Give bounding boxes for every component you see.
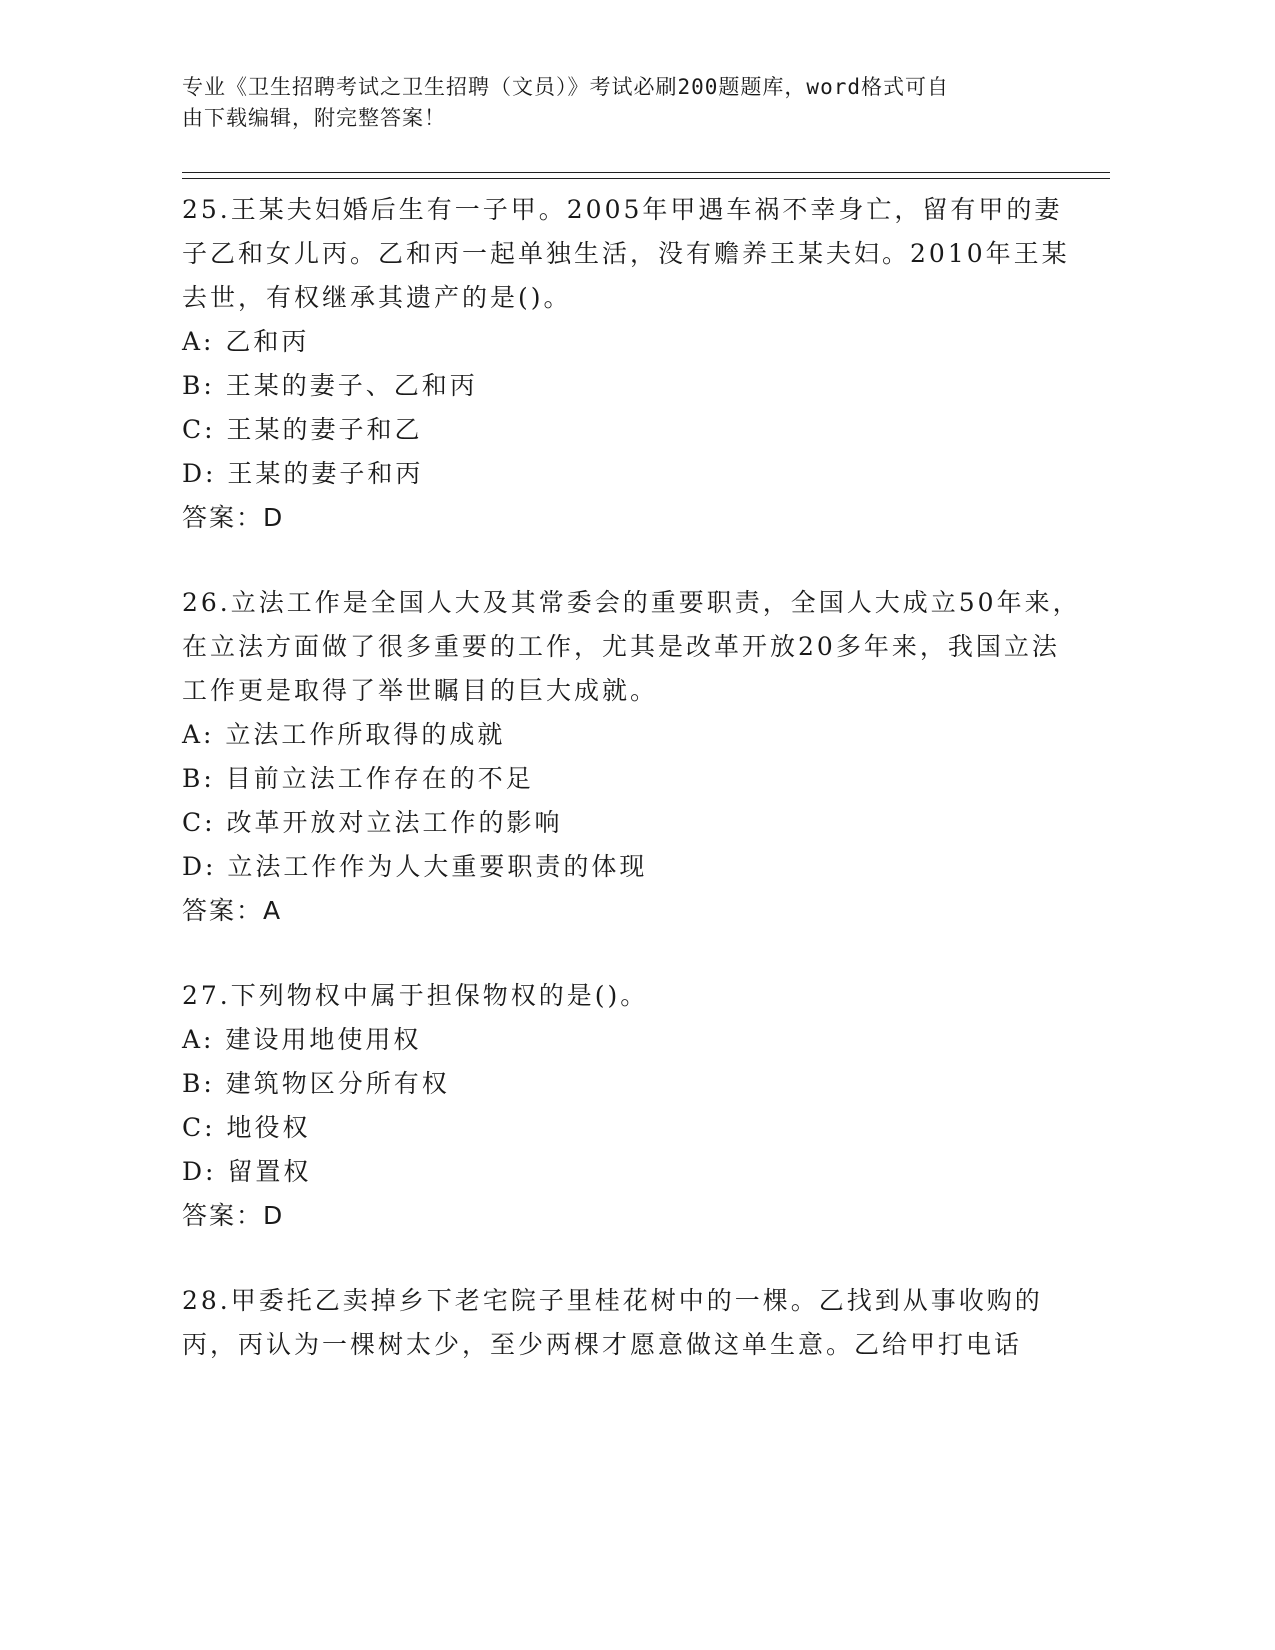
option-d: D: 立法工作作为人大重要职责的体现 (182, 852, 648, 881)
question-27 (182, 974, 1082, 1238)
option-d: D: 王某的妻子和丙 (182, 459, 424, 488)
answer-line: 答案：A (182, 896, 283, 925)
header-divider-bottom (182, 178, 1110, 179)
header-line-1: 专业《卫生招聘考试之卫生招聘（文员）》考试必刷200题题库，word格式可自 (182, 75, 949, 99)
question-stem: 26.立法工作是全国人大及其常委会的重要职责，全国人大成立50年来，在立法方面做了很多重要的工作，尤其是改革开放20多年来，我国立法工作更是取得了举世瞩目的巨大成就。 (182, 588, 1081, 705)
question-26 (182, 581, 1082, 933)
option-d: D: 留置权 (182, 1157, 312, 1186)
option-a: A: 立法工作所取得的成就 (182, 720, 506, 749)
option-c: C: 王某的妻子和乙 (182, 415, 423, 444)
question-stem: 28.甲委托乙卖掉乡下老宅院子里桂花树中的一棵。乙找到从事收购的丙，丙认为一棵树太少，至少两棵才愿意做这单生意。乙给甲打电话 (182, 1286, 1043, 1359)
question-28 (182, 1279, 1082, 1367)
document-header (182, 72, 1062, 134)
option-b: B: 建筑物区分所有权 (182, 1069, 450, 1098)
header-divider-top (182, 172, 1110, 173)
question-list (182, 188, 1082, 1408)
option-c: C: 地役权 (182, 1113, 311, 1142)
option-a: A: 乙和丙 (182, 327, 310, 356)
answer-line: 答案：D (182, 503, 285, 532)
option-b: B: 目前立法工作存在的不足 (182, 764, 534, 793)
question-stem: 27.下列物权中属于担保物权的是()。 (182, 981, 649, 1010)
option-a: A: 建设用地使用权 (182, 1025, 422, 1054)
question-stem: 25.王某夫妇婚后生有一子甲。2005年甲遇车祸不幸身亡，留有甲的妻子乙和女儿丙。乙和丙一起单独生活，没有赡养王某夫妇。2010年王某去世，有权继承其遗产的是()。 (182, 195, 1070, 312)
answer-line: 答案：D (182, 1201, 285, 1230)
option-c: C: 改革开放对立法工作的影响 (182, 808, 563, 837)
question-25 (182, 188, 1082, 540)
option-b: B: 王某的妻子、乙和丙 (182, 371, 478, 400)
header-line-2: 由下载编辑，附完整答案！ (182, 106, 446, 130)
